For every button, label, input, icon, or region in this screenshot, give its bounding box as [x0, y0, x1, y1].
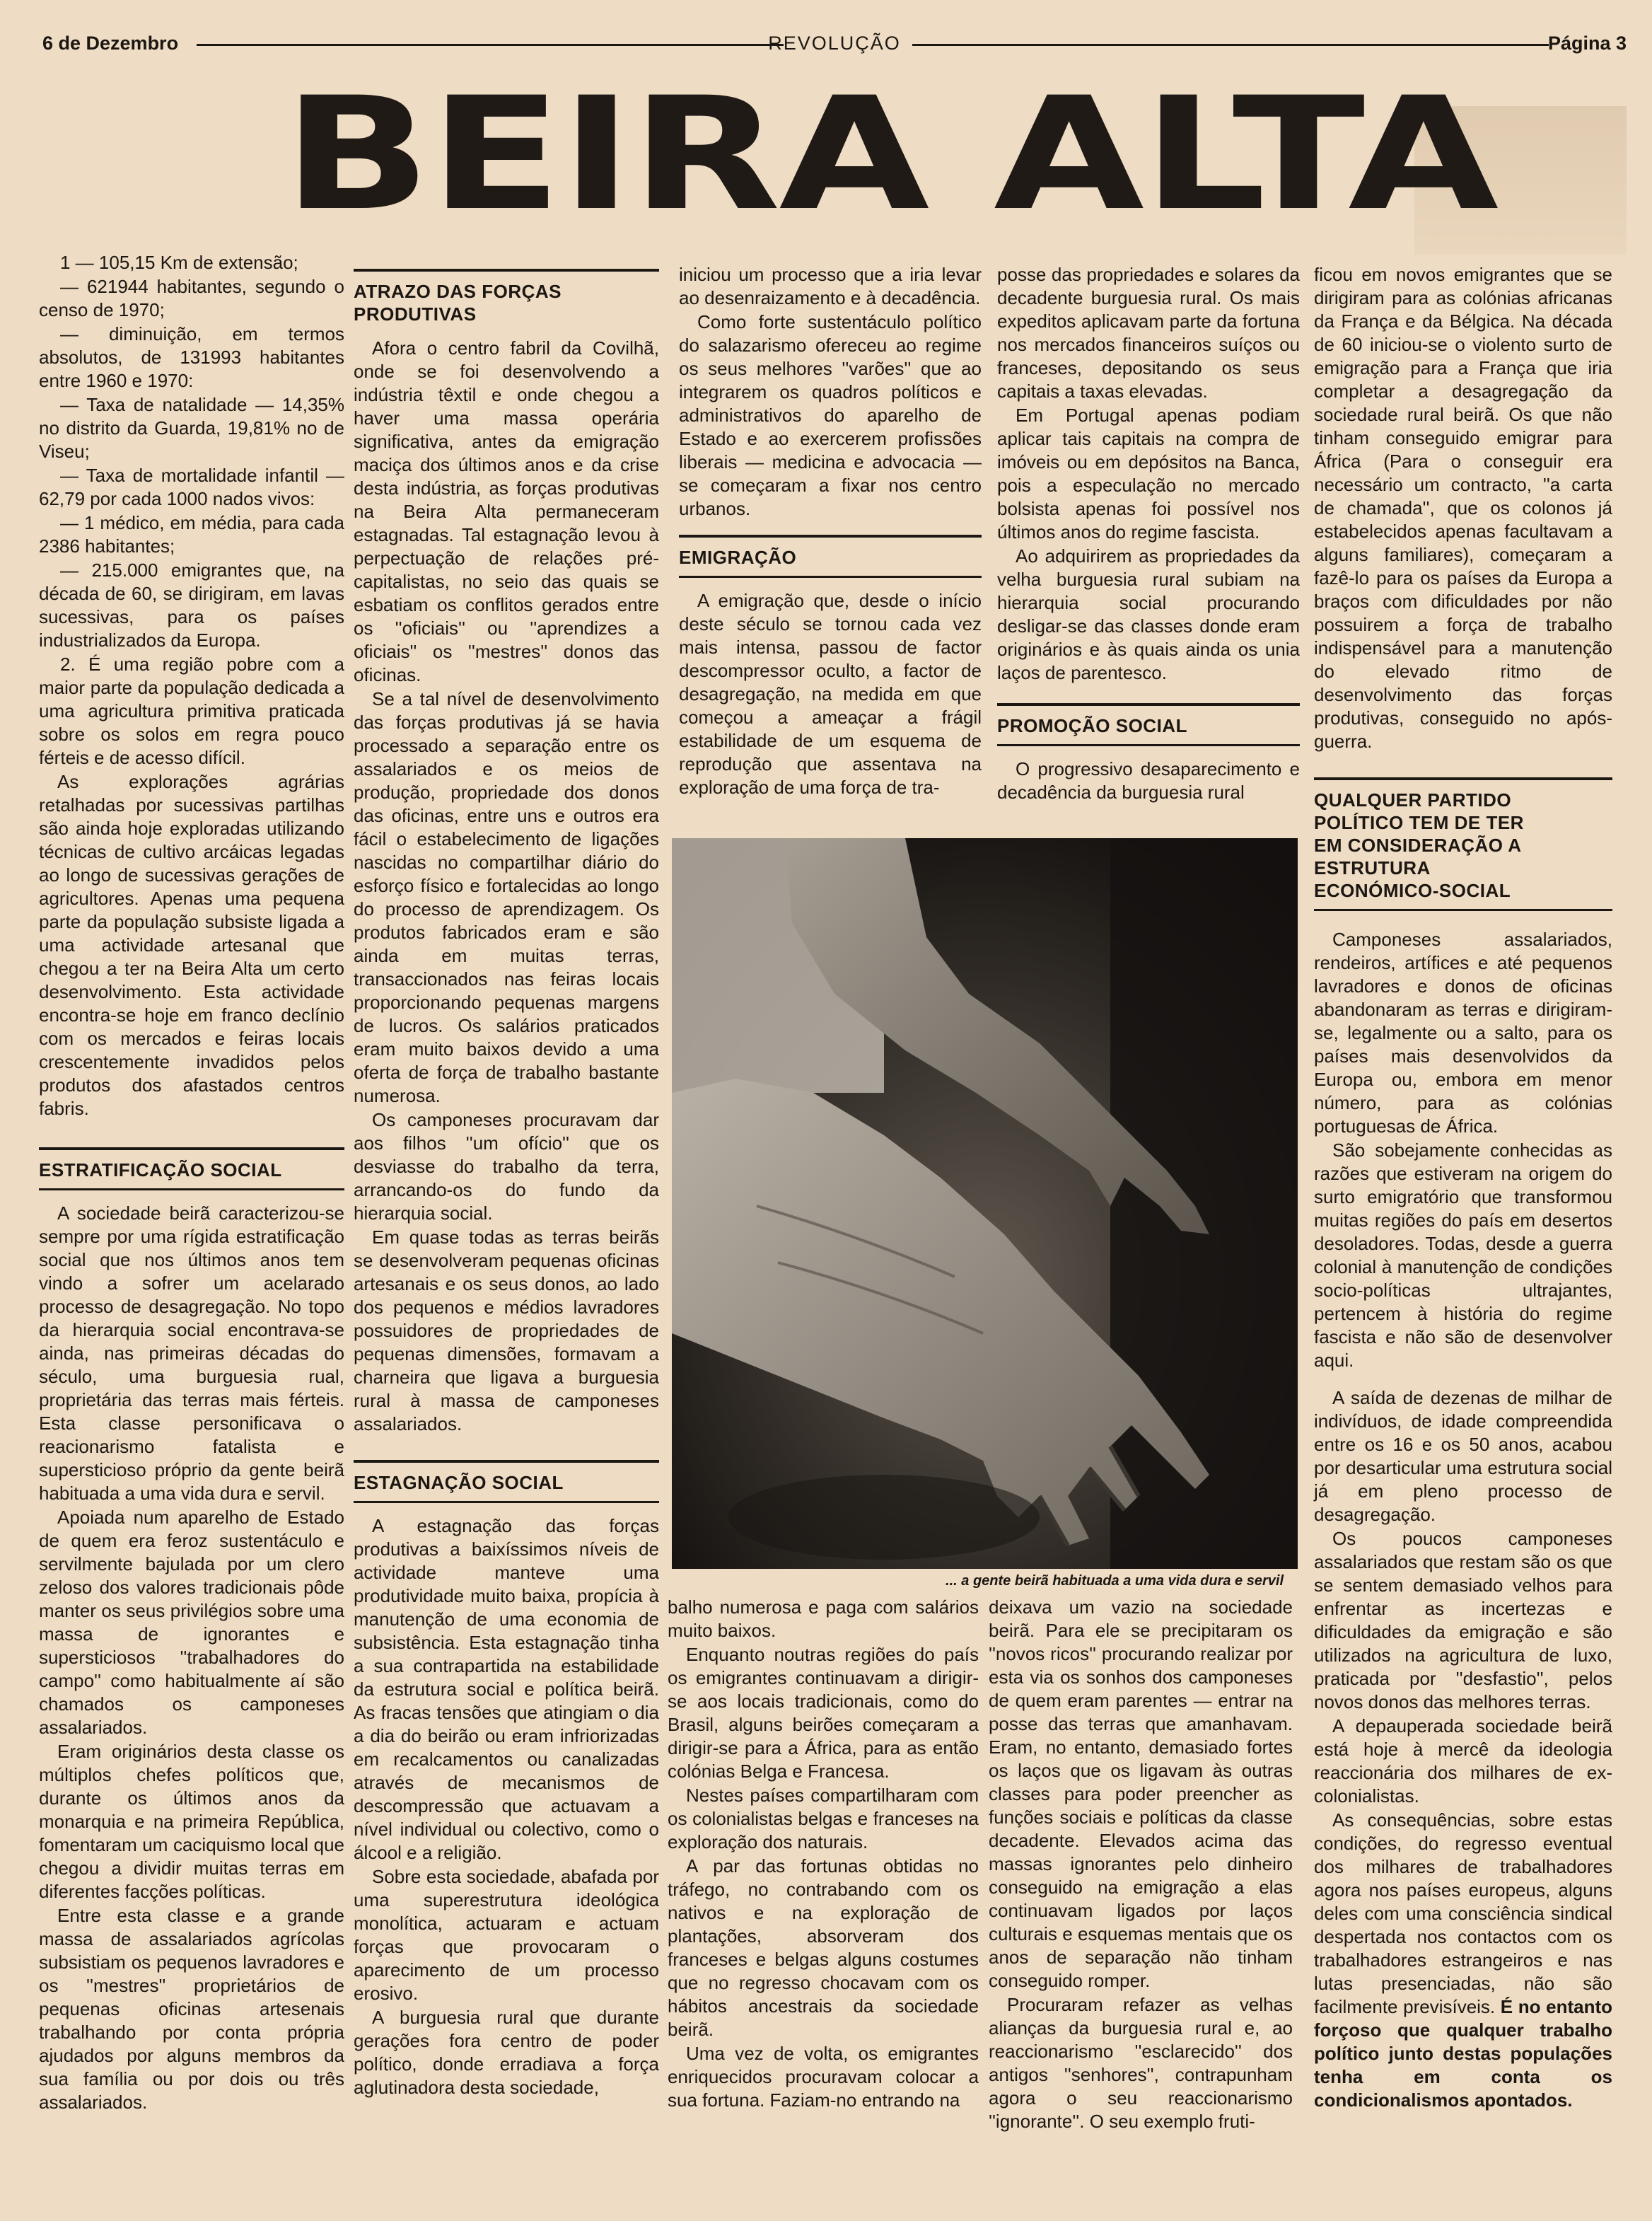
paragraph: As explorações agrárias retalhadas por sucessivas partilhas são ainda hoje exploradas utilizando técnicas de cultivo arcáicas legadas ao longo de sucessivas gerações de agricultores. Apenas uma pequena parte da população subsiste ligada a uma actividade artesanal que chegou a ter na Beira Alta um certo desenvolvimento. Esta actividade encontra-se hoje em franco declínio com os mercados e feiras locais crescentemente invadidos pelos produtos dos afastados centros fabris.: [39, 771, 344, 1119]
section-title: EMIGRAÇÃO: [679, 547, 797, 568]
paragraph: Apoiada num aparelho de Estado de quem era feroz sustentáculo e servilmente bajulada por um clero zeloso dos valores tradicionais pôde manter os seus privilégios sobre uma massa de ignorantes e supersticiosos ''trabalhadores do campo'' como habitualmente aí são chamados os camponeses assalariados.: [39, 1507, 344, 1738]
hands-in-soil-image: [672, 838, 1298, 1569]
column-1: [39, 251, 344, 2115]
section-rule: [39, 1188, 344, 1190]
paragraph: Nestes países compartilharam com os colonialistas belgas e franceses na exploração dos naturais.: [668, 1785, 979, 1852]
paragraph: posse das propriedades e solares da decadente burguesia rural. Os mais expeditos aplicavam parte da fortuna nos mercados financeiros suíços ou franceses, depositando os seus capitais a taxas elevadas.: [997, 264, 1300, 402]
section-title: ESTRATIFICAÇÃO SOCIAL: [39, 1159, 282, 1181]
fact-item: 2. É uma região pobre com a maior parte da população dedicada a uma agricultura primitiva praticada sobre os solos em regra pouco férteis e de acesso difícil.: [39, 654, 344, 768]
section-header: [354, 1460, 659, 1503]
section-title: ATRAZO DAS FORÇAS PRODUTIVAS: [354, 281, 562, 325]
fact-item: — 215.000 emigrantes que, na década de 60, se dirigiram, em lavas sucessivas, para os países industrializados da Europa.: [39, 559, 344, 651]
fact-item: — diminuição, em termos absolutos, de 131993 habitantes entre 1960 e 1970:: [39, 323, 344, 391]
column-4-upper: [997, 263, 1300, 805]
page-header: [42, 28, 1627, 64]
column-5: [1314, 263, 1612, 2113]
paragraph: A burguesia rural que durante gerações fora centro de poder político, donde erradiava a força aglutinadora desta sociedade,: [354, 2007, 659, 2098]
section-header: [997, 703, 1300, 746]
paragraph: São sobejamente conhecidas as razões que estiveram na origem do surto emigratório que transformou muitas regiões do país em desertos desoladores. Todas, desde a guerra colonial à manutenção de condições socio-políticas ultrajantes, pertencem à história do regime fascista e não são de desenvolver aqui.: [1314, 1140, 1612, 1371]
page-number: Página 3: [1547, 33, 1627, 54]
paragraph: Uma vez de volta, os emigrantes enriquecidos procuravam colocar a sua fortuna. Faziam-no entrando na: [668, 2043, 979, 2111]
paragraph: Sobre esta sociedade, abafada por uma superestrutura ideológica monolítica, actuaram e actuam forças que provocaram o aparecimento de um processo erosivo.: [354, 1866, 659, 2004]
paragraph: Afora o centro fabril da Covilhã, onde se foi desenvolvendo a indústria têxtil e onde chegou a haver uma massa operária significativa, antes da emigração maciça dos últimos anos e da crise desta indústria, as forças produtivas na Beira Alta permaneceram estagnadas. Tal estagnação levou à perpectuação de relações pré-capitalistas, no seio das quais se esbatiam os conflitos gerados entre os ''oficiais'' ou ''aprendizes a oficiais'' os ''mestres'' donos das oficinas.: [354, 337, 659, 685]
paragraph: A sociedade beirã caracterizou-se sempre por uma rígida estratificação social que nos últimos anos tem vindo a sofrer um acelarado processo de desagregação. No topo da hierarquia social encontrava-se ainda, nas primeiras décadas do século, uma burguesia rual, proprietária das terras mais férteis. Esta classe personificava o reacionarismo fatalista e supersticioso próprio da gente beirã habituada a uma vida dura e servil.: [39, 1202, 344, 1504]
issue-date: 6 de Dezembro: [42, 33, 179, 54]
paragraph: Camponeses assalariados, rendeiros, artífices e até pequenos lavradores e donos de oficinas abandonaram as terras e dirigiram-se, legalmente ou a salto, para os países mais desenvolvidos da Europa ou, embora em menor número, para as colónias portuguesas de África.: [1314, 929, 1612, 1137]
article-title: BEIRA ALTA: [283, 64, 1497, 245]
section-rule: [354, 269, 659, 272]
paragraph: deixava um vazio na sociedade beirã. Para ele se precipitaram os ''novos ricos'' procurando realizar por esta via os sonhos dos camponeses de quem eram parentes — entrar na posse das terras que amanhavam. Eram, no entanto, demasiado fortes os laços que os ligavam às outras classes para poder preencher as funções sociais e políticas da classe decadente. Elevados acima das massas ignorantes pelo dinheiro conseguido na emigração a elas continuavam ligados por laços culturais e esquemas mentais que os anos de separação não tinham conseguido romper.: [989, 1596, 1293, 1991]
paragraph-text: As consequências, sobre estas condições, do regresso eventual dos milhares de trabalhadores agora nos países europeus, alguns deles com uma consciência sindical despertada nos contactos com os trabalhadores estrangeiros e nas lutas presenciadas, não são facilmente previsíveis.: [1314, 1809, 1612, 2017]
section-header: [1314, 777, 1612, 911]
paragraph: Procuraram refazer as velhas alianças da burguesia rural e, ao reaccionarismo ''esclarecido'' dos antigos ''senhores'', contrapunham agora o seu reaccionarismo ''ignorante''. O seu exemplo fruti-: [989, 1994, 1293, 2132]
paragraph: A estagnação das forças produtivas a baixíssimos níveis de actividade manteve uma produtividade muito baixa, propícia à manutenção de uma economia de subsistência. Esta estagnação tinha a sua contrapartida na estabilidade da estrutura social e política beirã. As fracas tensões que atingiam o dia a dia do beirão ou eram infriorizadas em recalcamentos ou canalizadas através de mecanismos de descompressão que actuavam a nível individual ou colectivo, como o álcool e a religião.: [354, 1515, 659, 1863]
paragraph: balho numerosa e paga com salários muito baixos.: [668, 1596, 979, 1641]
paragraph: Se a tal nível de desenvolvimento das forças produtivas já se havia processado a separação entre os assalariados e os meios de produção, propriedade dos donos das oficinas, entre uns e outros era fácil o estabelecimento de ligações nascidas no compartilhar diário do esforço físico e fortalecidas ao longo do processo de aprendizagem. Os produtos fabricados eram e são ainda em muitas terras, transaccionados nas feiras locais proporcionando pequenas margens de lucros. Os salários praticados eram muito baixos devido a uma oferta de força de trabalho bastante numerosa.: [354, 688, 659, 1106]
paragraph: A depauperada sociedade beirã está hoje à mercê da ideologia reaccionária dos milhares de ex-colonialistas.: [1314, 1715, 1612, 1807]
column-2: [354, 251, 659, 2100]
paragraph: O progressivo desaparecimento e decadência da burguesia rural: [997, 758, 1300, 803]
section-rule: [997, 744, 1300, 746]
paragraph: A par das fortunas obtidas no tráfego, no contrabando com os nativos e na exploração de plantações, absorveram dos franceses e belgas alguns costumes que no regresso chocavam com os hábitos ancestrais da sociedade beirã.: [668, 1855, 979, 2040]
article-photo: [672, 838, 1298, 1569]
section-rule: [679, 535, 982, 538]
closing-statement: É no entanto forçoso que qualquer trabalho político junto destas populações tenha em conta os condicionalismos apontados.: [1314, 1996, 1612, 2111]
section-rule: [1314, 909, 1612, 911]
fact-item: — Taxa de natalidade — 14,35% no distrito da Guarda, 19,81% no de Viseu;: [39, 394, 344, 462]
section-rule: [39, 1147, 344, 1150]
paragraph: Os poucos camponeses assalariados que restam são os que se sentem demasiado velhos para enfrentar as incertezas e dificuldades da emigração e são utilizados na agricultura de luxo, praticada por ''desfastio'', pelos novos donos das melhores terras.: [1314, 1528, 1612, 1712]
newspaper-name: REVOLUÇÃO: [768, 33, 901, 54]
section-header: [679, 535, 982, 578]
paragraph: Entre esta classe e a grande massa de assalariados agrícolas subsistiam os pequenos lavradores e os ''mestres'' proprietários de pequenas oficinas artesenais trabalhando por conta própria ajudados por alguns membros da sua família ou por dois ou três assalariados.: [39, 1905, 344, 2113]
fact-item: — 621944 habitantes, segundo o censo de 1970;: [39, 276, 344, 320]
paragraph: Eram originários desta classe os múltiplos chefes políticos que, durante os últimos anos da monarquia e na primeira República, fomentaram um caciquismo local que chegou a dividir muitas terras em diferentes facções políticas.: [39, 1741, 344, 1902]
paragraph: A emigração que, desde o início deste século se tornou cada vez mais intensa, passou de factor descompressor oculto, a factor de desagregação, na medida em que começou a ameaçar a frágil estabilidade de um esquema de reprodução que assentava na exploração de uma força de tra-: [679, 590, 982, 798]
section-header: [354, 269, 659, 325]
paragraph: [1314, 1809, 1612, 2112]
fact-item: — Taxa de mortalidade infantil — 62,79 por cada 1000 nados vivos:: [39, 465, 344, 509]
section-rule: [1314, 777, 1612, 780]
section-header: [39, 1147, 344, 1190]
section-title: QUALQUER PARTIDO POLÍTICO TEM DE TER EM CONSIDERAÇÃO A ESTRUTURA ECONÓMICO-SOCIAL: [1314, 789, 1524, 901]
section-title: PROMOÇÃO SOCIAL: [997, 715, 1187, 736]
column-3-upper: [679, 263, 982, 800]
paragraph: Enquanto noutras regiões do país os emigrantes continuavam a dirigir-se aos locais tradicionais, como do Brasil, alguns beirões começaram a dirigir-se para a África, para as então colónias Belga e Francesa.: [668, 1644, 979, 1782]
paragraph: Como forte sustentáculo político do salazarismo ofereceu ao regime os seus melhores ''varões'' que ao integrarem os quadros políticos e administrativos do aparelho de Estado e ao exercerem profissões liberais — medicina e advocacia — se começaram a fixar nos centro urbanos.: [679, 311, 982, 519]
photo-caption: ... a gente beirã habituada a uma vida dura e servil: [946, 1573, 1284, 1589]
paragraph: Em Portugal apenas podiam aplicar tais capitais na compra de imóveis ou em depósitos na Banca, pois a especulação no mercado bolsista apenas foi possível nos últimos anos do regime fascista.: [997, 405, 1300, 543]
paragraph: Os camponeses procuravam dar aos filhos ''um ofício'' que os desviasse do trabalho da terra, arrancando-os do fundo da hierarquia social.: [354, 1109, 659, 1224]
paragraph: Em quase todas as terras beirãs se desenvolveram pequenas oficinas artesanais e os seus donos, ao lado dos pequenos e médios lavradores possuidores de propriedades de pequenas dimensões, formavam a charneira que ligava a burguesia rural à massa de camponeses assalariados.: [354, 1227, 659, 1434]
paragraph: A saída de dezenas de milhar de indivíduos, de idade compreendida entre os 16 e os 50 anos, acabou por desarticular uma estrutura social já em pleno processo de desagregação.: [1314, 1387, 1612, 1525]
column-4-lower: [989, 1596, 1293, 2134]
column-3-lower: [668, 1596, 979, 2113]
section-rule: [354, 1460, 659, 1463]
header-rule-right: [912, 44, 1549, 46]
section-title: ESTAGNAÇÃO SOCIAL: [354, 1472, 564, 1493]
paragraph: iniciou um processo que a iria levar ao desenraizamento e à decadência.: [679, 264, 982, 308]
fact-item: 1 — 105,15 Km de extensão;: [60, 252, 298, 273]
paragraph: ficou em novos emigrantes que se dirigiram para as colónias africanas da França e da Bélgica. Na década de 60 iniciou-se o violento surto de emigração para a França que iria completar a desagregação da sociedade rural beirã. Os que não tinham conseguido emigrar para África (Para o conseguir era necessário um contracto, ''a carta de chamada'', que os colonos já estabelecidos apenas facultavam a alguns familiares), começaram a fazê-lo para os países da Europa a braços com dificuldades por não possuirem a força de trabalho indispensável para a manutenção do elevado ritmo de desenvolvimento das forças produtivas, conseguido no após-guerra.: [1314, 264, 1612, 752]
section-rule: [679, 576, 982, 578]
section-rule: [354, 1501, 659, 1503]
section-rule: [997, 703, 1300, 706]
fact-item: — 1 médico, em média, para cada 2386 habitantes;: [39, 512, 344, 557]
paragraph: Ao adquirirem as propriedades da velha burguesia rural subiam na hierarquia social procurando desligar-se das classes donde eram originários e às quais ainda os unia laços de parentesco.: [997, 545, 1300, 683]
